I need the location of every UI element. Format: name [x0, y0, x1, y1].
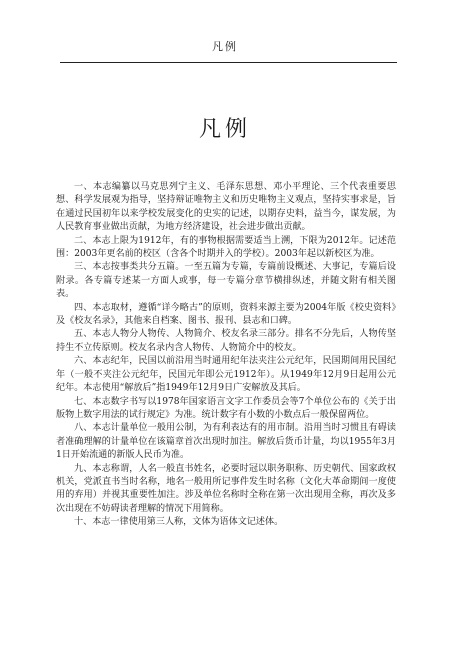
paragraph-1: 一、本志编纂以马克思列宁主义、毛泽东思想、邓小平理论、三个代表重要思想、科学发展观为指导，坚持辩证唯物主义和历史唯物主义观点，坚持实事求是，旨在通过民国初年以来学校发展变化的史实的记述，以期存史料，益当今，谋发展，为人民教育事业做出贡献，为地方经济建设，社会进步做出贡献。: [56, 182, 396, 233]
paragraph-2: 二、本志上限为1912年，有的事物根据需要适当上溯，下限为2012年。记述范围：2003年更名前的校区（含各个时期并入的学校）。2003年起以新校区为准。: [56, 235, 396, 260]
page-title: 凡例: [198, 117, 251, 142]
running-header: 凡例: [212, 40, 238, 53]
paragraph-7: 七、本志数字书写以1978年国家语言文字工作委员会等7个单位公布的《关于出版物上数字用法的试行规定》为准。统计数字有小数的小数点后一般保留两位。: [56, 396, 396, 420]
header-divider: [60, 62, 397, 63]
paragraph-8: 八、本志计量单位一般用公制，为有利表达有的用市制。沿用当时习惯且有碍读者准确理解的计量单位在该篇章首次出现时加注。解放后货币计量，均以1955年3月1日开始流通的新版人民币为准。: [56, 423, 396, 461]
paragraph-10: 十、本志一律使用第三人称，文体为语体文记述体。: [74, 517, 284, 528]
paragraph-6: 六、本志纪年，民国以前沿用当时通用纪年法夹注公元纪年，民国期间用民国纪年（一般不夹注公元纪年，民国元年即公元1912年）。从1949年12月9日起用公元纪年。本志使用“解放后”指1949年12月9日广安解放及其后。: [56, 356, 396, 394]
paragraph-4: 四、本志取材，遵循“详今略古”的原则，资料来源主要为2004年版《校史资料》及《校友名录》，其他来自档案、图书、报刊、县志和口碑。: [56, 302, 396, 327]
body-text: [56, 181, 396, 530]
paragraph-5: 五、本志人物分人物传、人物简介、校友名录三部分。排名不分先后，人物传坚持生不立传原则。校友名录内含人物传、人物简介中的校友。: [56, 329, 396, 353]
paragraph-9: 九、本志称谓，人名一般直书姓名，必要时冠以职务职称、历史朝代、国家政权机关，党派直书当时名称，地名一般用所记事件发生时名称（文化大革命期间一度使用的弃用）并视其重要性加注。涉及单位名称时全称在第一次出现用全称，再次及多次出现在不妨碍读者理解的情况下用简称。: [56, 463, 396, 514]
paragraph-3: 三、本志按事类共分五篇。一至五篇为专篇，专篇前设概述、大事记，专篇后设附录。各专篇专述某一方面人或事，每一专篇分章节横排纵述，并随文附有相关图表。: [56, 262, 396, 300]
